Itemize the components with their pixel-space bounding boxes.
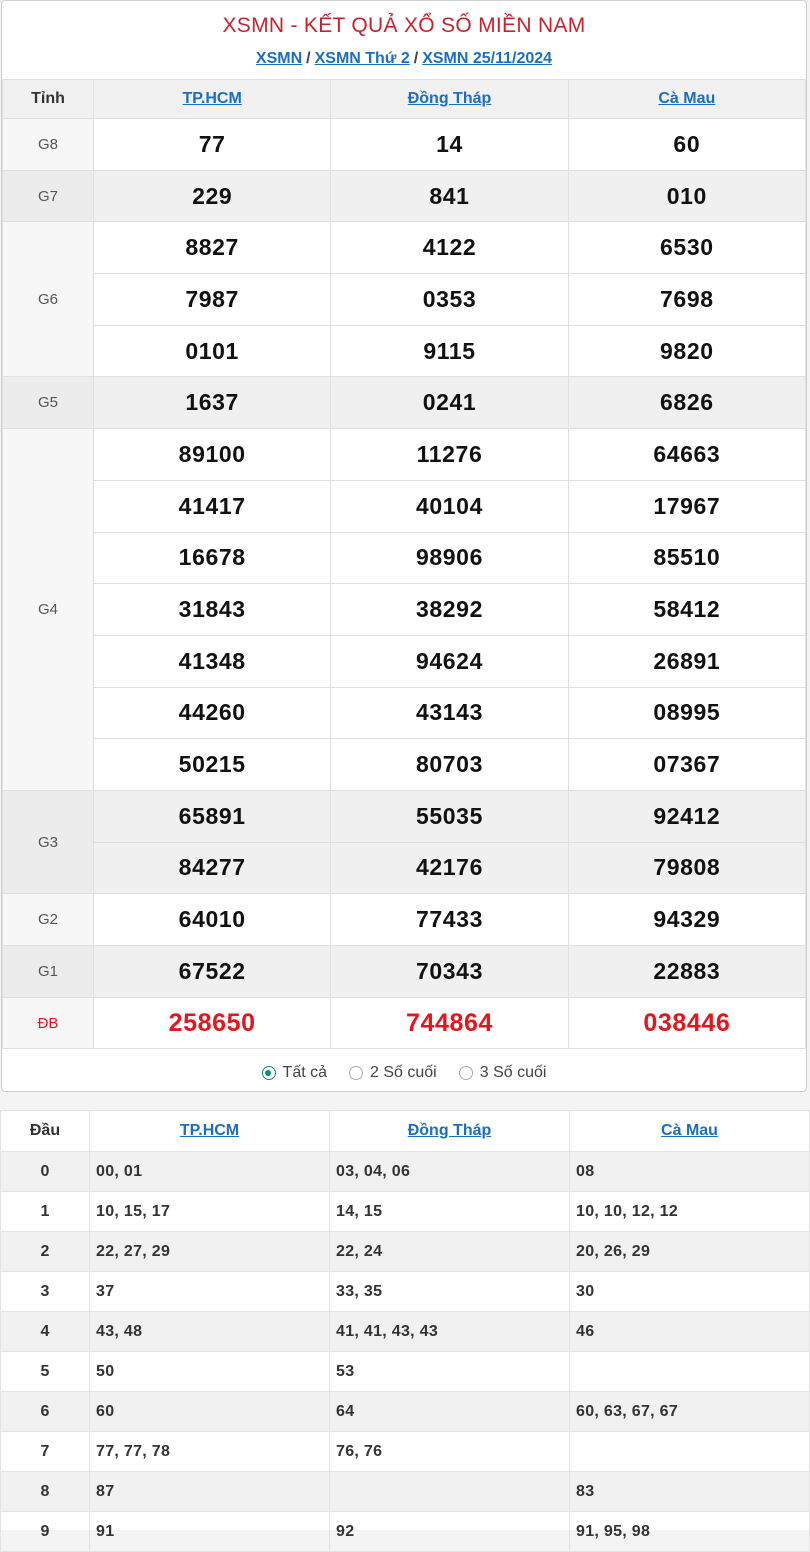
prize-number: 1637 (94, 377, 331, 429)
prize-number: 6826 (568, 377, 805, 429)
prize-label: G3 (3, 790, 94, 893)
dau-row (1, 1152, 810, 1192)
breadcrumb-separator: / (306, 50, 311, 67)
prize-number: 7987 (94, 274, 331, 326)
prize-row-g1 (3, 946, 806, 998)
prize-number: 42176 (331, 842, 568, 894)
prize-row-g4 (3, 584, 806, 636)
prize-number: 31843 (94, 584, 331, 636)
dau-card (0, 1110, 810, 1540)
prize-number: 89100 (94, 429, 331, 481)
province-label-header: Tỉnh (3, 80, 94, 119)
prize-number: 16678 (94, 532, 331, 584)
dau-values: 08 (570, 1152, 810, 1192)
prize-number: 44260 (94, 687, 331, 739)
prize-label: ĐB (3, 997, 94, 1049)
prize-row-đb (3, 997, 806, 1049)
prize-number: 70343 (331, 946, 568, 998)
prize-number: 77433 (331, 894, 568, 946)
dau-row (1, 1312, 810, 1352)
dau-values: 10, 15, 17 (90, 1192, 330, 1232)
results-table (2, 79, 806, 1049)
dau-row (1, 1432, 810, 1472)
dau-row (1, 1512, 810, 1552)
prize-number: 65891 (94, 790, 331, 842)
prize-number: 0353 (331, 274, 568, 326)
dau-row (1, 1272, 810, 1312)
breadcrumb-date[interactable]: XSMN 25/11/2024 (422, 50, 553, 67)
prize-row-g4 (3, 687, 806, 739)
prize-number: 11276 (331, 429, 568, 481)
prize-number: 50215 (94, 739, 331, 791)
breadcrumb-xsmn[interactable]: XSMN (255, 50, 303, 67)
dau-province-link-dong-thap[interactable]: Đồng Tháp (407, 1122, 492, 1139)
dau-province-link-tphcm[interactable]: TP.HCM (179, 1122, 240, 1139)
filter-option-label: 2 Số cuối (370, 1064, 437, 1082)
dau-values: 00, 01 (90, 1152, 330, 1192)
prize-number: 0101 (94, 325, 331, 377)
dau-table (0, 1110, 810, 1552)
prize-number: 38292 (331, 584, 568, 636)
prize-number: 07367 (568, 739, 805, 791)
dau-values (570, 1432, 810, 1472)
dau-values: 14, 15 (330, 1192, 570, 1232)
prize-row-g4 (3, 429, 806, 481)
prize-row-g7 (3, 170, 806, 222)
dau-values: 41, 41, 43, 43 (330, 1312, 570, 1352)
dau-values: 50 (90, 1352, 330, 1392)
prize-number: 6530 (568, 222, 805, 274)
prize-number: 08995 (568, 687, 805, 739)
prize-row-g3 (3, 790, 806, 842)
filter-option-label: Tất cả (282, 1064, 328, 1082)
prize-number: 14 (331, 119, 568, 171)
prize-number: 64663 (568, 429, 805, 481)
prize-label: G5 (3, 377, 94, 429)
prize-row-g8 (3, 119, 806, 171)
prize-number: 22883 (568, 946, 805, 998)
filter-option-2[interactable] (459, 1064, 547, 1082)
dau-key: 4 (1, 1312, 90, 1352)
prize-number: 92412 (568, 790, 805, 842)
prize-label: G7 (3, 170, 94, 222)
dau-values: 43, 48 (90, 1312, 330, 1352)
prize-number: 94624 (331, 635, 568, 687)
prize-number: 98906 (331, 532, 568, 584)
dau-key: 8 (1, 1472, 90, 1512)
prize-number: 43143 (331, 687, 568, 739)
dau-values: 20, 26, 29 (570, 1232, 810, 1272)
prize-row-g3 (3, 842, 806, 894)
dau-values: 37 (90, 1272, 330, 1312)
radio-icon[interactable] (459, 1066, 473, 1080)
dau-key: 5 (1, 1352, 90, 1392)
dau-values: 30 (570, 1272, 810, 1312)
dau-header-row (1, 1111, 810, 1152)
prize-number: 41417 (94, 480, 331, 532)
prize-number: 79808 (568, 842, 805, 894)
radio-icon[interactable] (262, 1066, 276, 1080)
dau-values: 91, 95, 98 (570, 1512, 810, 1552)
dau-values: 53 (330, 1352, 570, 1392)
province-link-ca-mau[interactable]: Cà Mau (658, 90, 716, 107)
prize-label: G2 (3, 894, 94, 946)
dau-key: 9 (1, 1512, 90, 1552)
province-link-dong-thap[interactable]: Đồng Tháp (407, 90, 492, 107)
prize-number: 0241 (331, 377, 568, 429)
breadcrumb-xsmn-thu2[interactable]: XSMN Thứ 2 (314, 50, 410, 67)
prize-number: 77 (94, 119, 331, 171)
dau-key: 0 (1, 1152, 90, 1192)
prize-number: 8827 (94, 222, 331, 274)
dau-row (1, 1352, 810, 1392)
prize-number: 41348 (94, 635, 331, 687)
prize-number: 9115 (331, 325, 568, 377)
dau-label-header: Đầu (1, 1111, 90, 1152)
prize-number: 229 (94, 170, 331, 222)
prize-number: 9820 (568, 325, 805, 377)
prize-row-g4 (3, 480, 806, 532)
prize-number: 4122 (331, 222, 568, 274)
dau-row (1, 1232, 810, 1272)
prize-number: 258650 (94, 997, 331, 1049)
prize-row-g2 (3, 894, 806, 946)
dau-row (1, 1192, 810, 1232)
dau-values: 92 (330, 1512, 570, 1552)
dau-values: 33, 35 (330, 1272, 570, 1312)
dau-row (1, 1472, 810, 1512)
prize-number: 7698 (568, 274, 805, 326)
prize-label: G6 (3, 222, 94, 377)
prize-number: 80703 (331, 739, 568, 791)
dau-values: 76, 76 (330, 1432, 570, 1472)
prize-number: 94329 (568, 894, 805, 946)
dau-values (570, 1352, 810, 1392)
dau-province-link-ca-mau[interactable]: Cà Mau (661, 1122, 718, 1139)
dau-values: 22, 27, 29 (90, 1232, 330, 1272)
prize-number: 26891 (568, 635, 805, 687)
dau-values: 10, 10, 12, 12 (570, 1192, 810, 1232)
prize-row-g4 (3, 635, 806, 687)
prize-row-g6 (3, 325, 806, 377)
results-card (1, 0, 807, 1092)
dau-row (1, 1392, 810, 1432)
prize-number: 744864 (331, 997, 568, 1049)
prize-number: 010 (568, 170, 805, 222)
dau-key: 6 (1, 1392, 90, 1432)
prize-number: 40104 (331, 480, 568, 532)
dau-values: 91 (90, 1512, 330, 1552)
dau-values: 60, 63, 67, 67 (570, 1392, 810, 1432)
dau-key: 2 (1, 1232, 90, 1272)
filter-option-1[interactable] (349, 1064, 437, 1082)
prize-number: 58412 (568, 584, 805, 636)
dau-values (330, 1472, 570, 1512)
prize-row-g4 (3, 739, 806, 791)
prize-label: G8 (3, 119, 94, 171)
dau-values: 83 (570, 1472, 810, 1512)
dau-values: 60 (90, 1392, 330, 1432)
prize-number: 038446 (568, 997, 805, 1049)
prize-row-g6 (3, 222, 806, 274)
dau-key: 3 (1, 1272, 90, 1312)
dau-values: 46 (570, 1312, 810, 1352)
filter-option-0[interactable] (262, 1064, 327, 1082)
prize-number: 84277 (94, 842, 331, 894)
prize-number: 85510 (568, 532, 805, 584)
dau-values: 77, 77, 78 (90, 1432, 330, 1472)
number-filter (2, 1049, 806, 1092)
prize-number: 60 (568, 119, 805, 171)
dau-key: 7 (1, 1432, 90, 1472)
dau-values: 22, 24 (330, 1232, 570, 1272)
province-link-tphcm[interactable]: TP.HCM (182, 90, 242, 107)
results-header-row (3, 80, 806, 119)
prize-number: 17967 (568, 480, 805, 532)
prize-number: 55035 (331, 790, 568, 842)
breadcrumb (2, 47, 806, 79)
prize-number: 64010 (94, 894, 331, 946)
page-title: XSMN - KẾT QUẢ XỔ SỐ MIỀN NAM (222, 14, 586, 37)
dau-values: 87 (90, 1472, 330, 1512)
prize-label: G4 (3, 429, 94, 791)
dau-key: 1 (1, 1192, 90, 1232)
radio-icon[interactable] (349, 1066, 363, 1080)
prize-label: G1 (3, 946, 94, 998)
prize-row-g5 (3, 377, 806, 429)
prize-row-g6 (3, 274, 806, 326)
prize-row-g4 (3, 532, 806, 584)
dau-values: 64 (330, 1392, 570, 1432)
prize-number: 67522 (94, 946, 331, 998)
filter-option-label: 3 Số cuối (479, 1064, 547, 1082)
dau-values: 03, 04, 06 (330, 1152, 570, 1192)
prize-number: 841 (331, 170, 568, 222)
breadcrumb-separator: / (413, 50, 419, 67)
